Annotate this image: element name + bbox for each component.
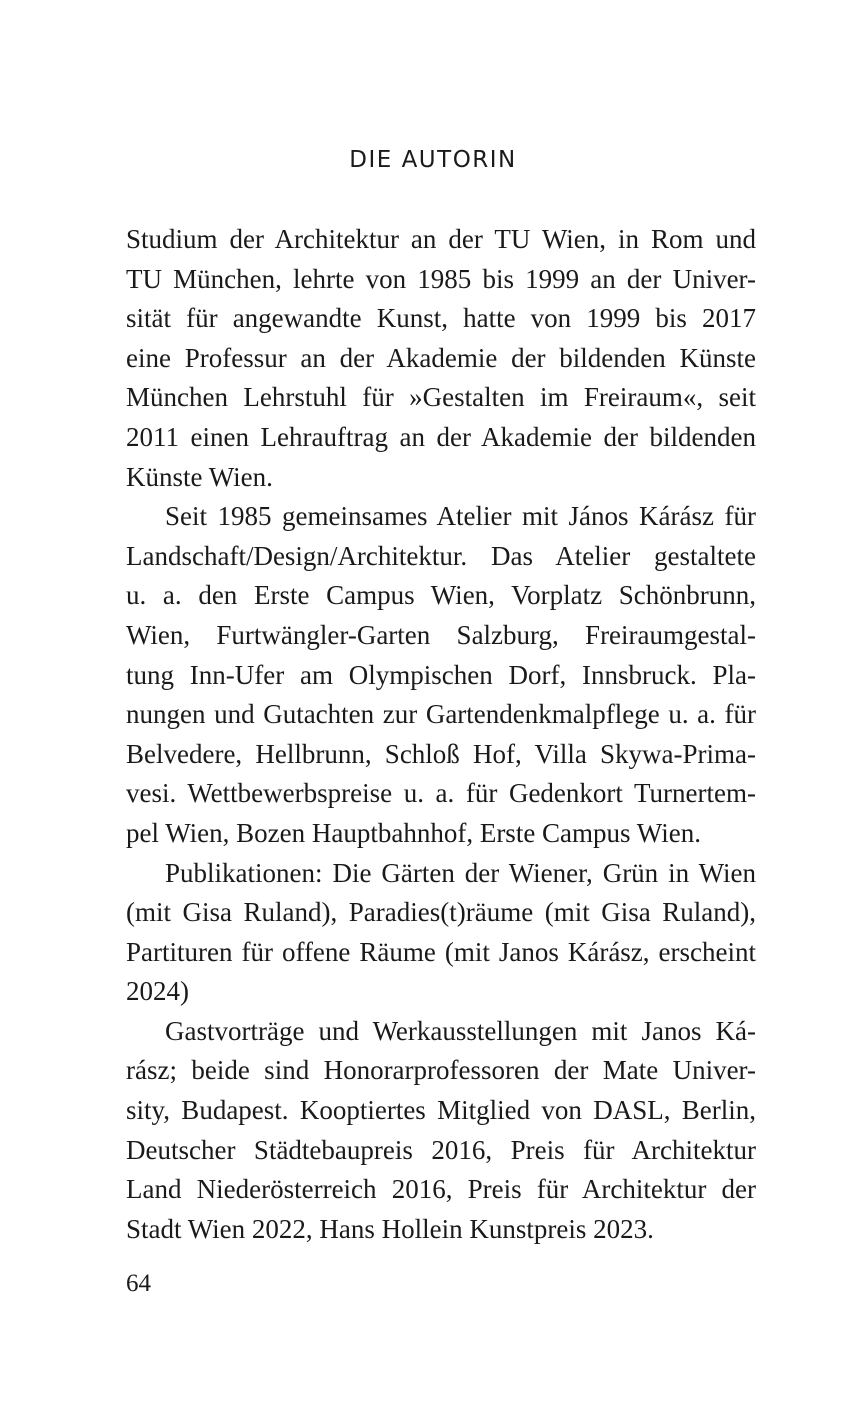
text-line: Publikationen: Die Gärten der Wiener, Grün in Wien (165, 857, 756, 888)
text-line: Deutscher Städtebaupreis 2016, Preis für Architektur (126, 1134, 756, 1165)
text-line: rász; beide sind Honorarprofessoren der Mate Univer- (126, 1055, 756, 1086)
text-line: Stadt Wien 2022, Hans Hollein Kunstpreis 2023. (126, 1213, 654, 1244)
text-line: Landschaft/Design/Architektur. Das Atelier gestaltete (126, 540, 756, 571)
text-line: München Lehrstuhl für »Gestalten im Freiraum«, seit (126, 382, 756, 413)
text-line: sität für angewandte Kunst, hatte von 1999 bis 2017 (126, 303, 756, 334)
text-line: Künste Wien. (126, 461, 273, 492)
text-line: nungen und Gutachten zur Gartendenkmalpflege u. a. für (126, 699, 756, 730)
text-line: eine Professur an der Akademie der bildenden Künste (126, 342, 756, 373)
text-line: Belvedere, Hellbrunn, Schloß Hof, Villa Skywa-Prima- (126, 738, 756, 769)
text-line: vesi. Wettbewerbspreise u. a. für Gedenkort Turnertem- (126, 778, 756, 809)
page-number: 64 (126, 1270, 151, 1297)
text-line: Seit 1985 gemeinsames Atelier mit János Kárász für (165, 501, 756, 532)
text-line: Wien, Furtwängler-Garten Salzburg, Freiraumgestal- (126, 619, 756, 650)
section-heading: DIE AUTORIN (349, 147, 517, 173)
text-line: TU München, lehrte von 1985 bis 1999 an der Univer- (126, 263, 756, 294)
text-line: Gastvorträge und Werkausstellungen mit Janos Ká- (165, 1015, 756, 1046)
text-line: (mit Gisa Ruland), Paradies(t)räume (mit Gisa Ruland), (126, 897, 756, 928)
biography-text (126, 220, 756, 1249)
text-line: pel Wien, Bozen Hauptbahnhof, Erste Campus Wien. (126, 817, 701, 848)
text-line: Studium der Architektur an der TU Wien, in Rom und (126, 224, 756, 254)
text-line: 2024) (126, 976, 189, 1007)
text-line: tung Inn-Ufer am Olympischen Dorf, Innsbruck. Pla- (126, 659, 756, 690)
text-line: 2011 einen Lehrauftrag an der Akademie der bildenden (126, 421, 756, 452)
text-line: Partituren für offene Räume (mit Janos Kárász, erscheint (126, 936, 756, 967)
text-line: u. a. den Erste Campus Wien, Vorplatz Schönbrunn, (126, 580, 756, 611)
text-line: Land Niederösterreich 2016, Preis für Architektur der (126, 1174, 756, 1205)
text-line: sity, Budapest. Kooptiertes Mitglied von DASL, Berlin, (126, 1095, 756, 1126)
